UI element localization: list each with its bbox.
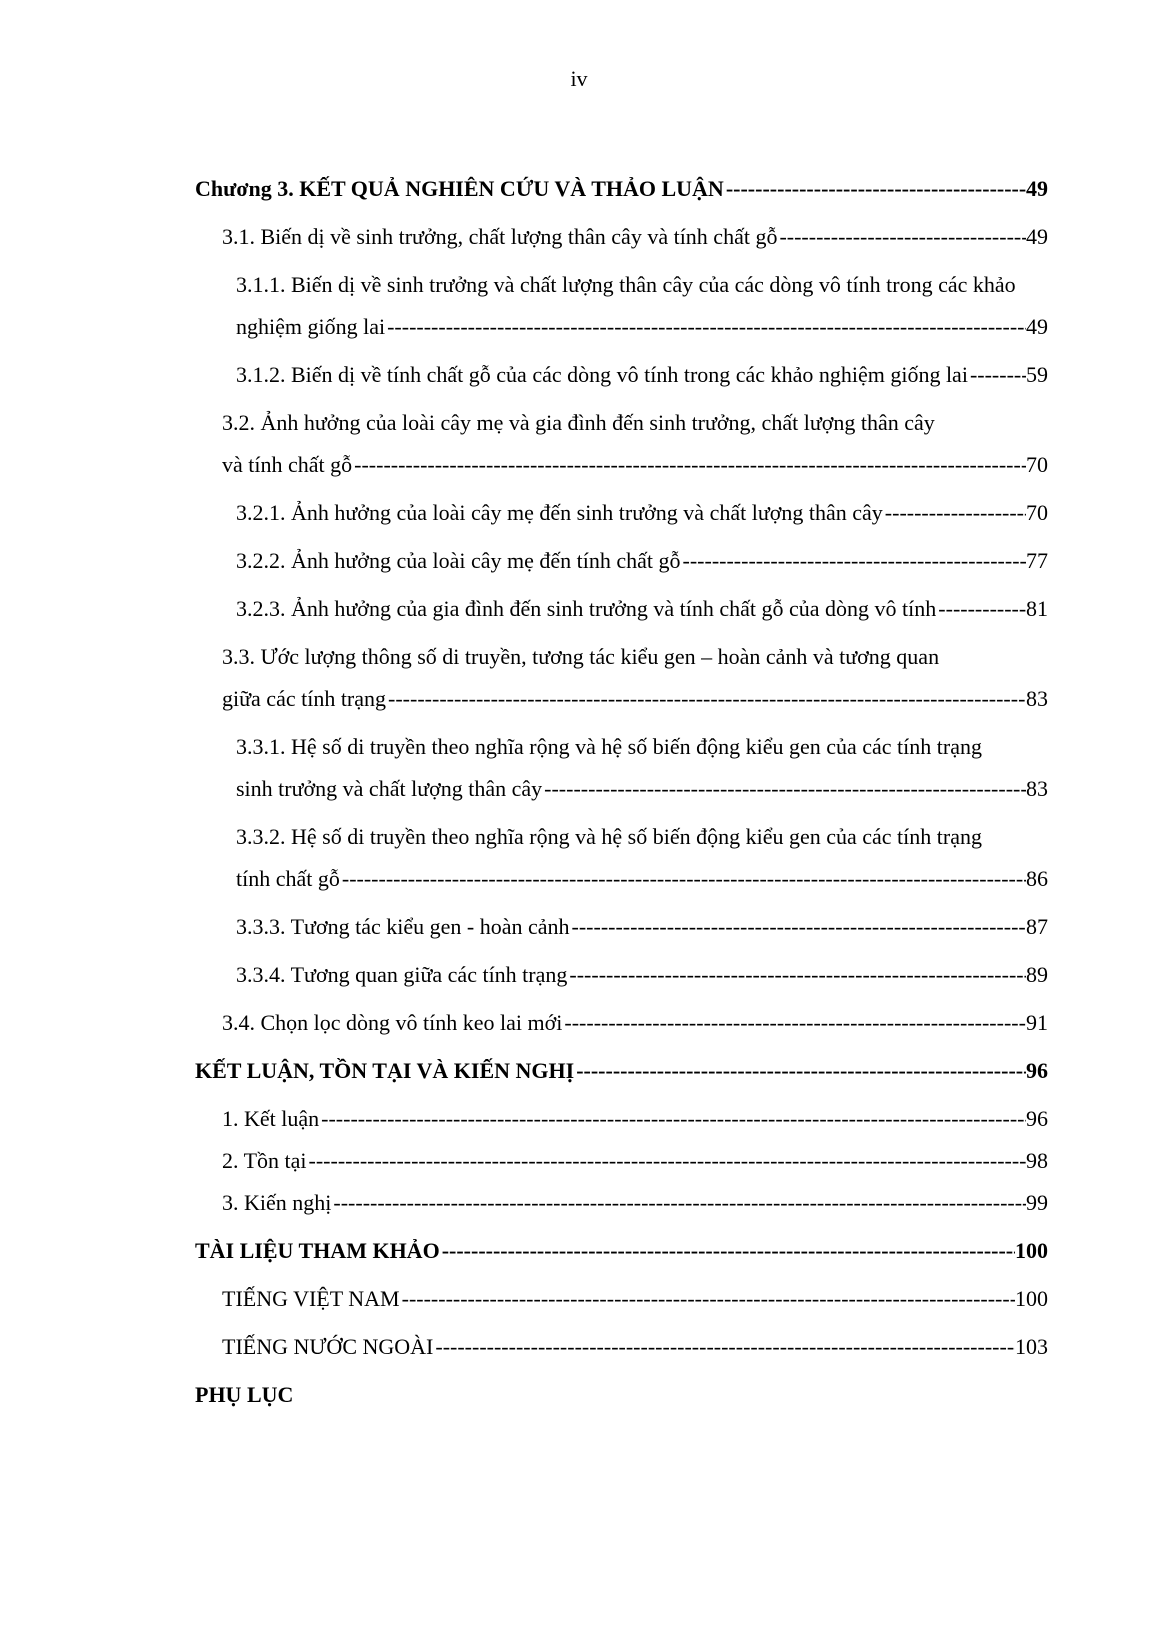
- appendix-heading[interactable]: PHỤ LỤC: [195, 1382, 294, 1407]
- toc-entry-title: 3.2.1. Ảnh hưởng của loài cây mẹ đến sinh trưởng và chất lượng thân cây: [236, 500, 883, 525]
- toc-entry-page: 86: [1026, 866, 1048, 891]
- toc-entry[interactable]: [195, 168, 1048, 210]
- dot-leader: [724, 168, 1026, 210]
- toc-entry-title-line-1: 3.2. Ảnh hưởng của loài cây mẹ và gia đình đến sinh trưởng, chất lượng thân cây: [222, 410, 935, 435]
- dot-leader: [570, 906, 1026, 948]
- toc-entry-page: 89: [1026, 962, 1048, 987]
- dot-leader: [352, 444, 1026, 486]
- toc-entry-title: 2. Tồn tại: [222, 1148, 307, 1173]
- dot-leader: [400, 1278, 1015, 1320]
- dot-leader: [542, 768, 1026, 810]
- dot-leader: [567, 954, 1026, 996]
- toc-entry-title: 3.3.4. Tương quan giữa các tính trạng: [236, 962, 568, 987]
- toc-entry-title: 3.2.2. Ảnh hưởng của loài cây mẹ đến tính chất gỗ: [236, 548, 681, 573]
- page-number: iv: [570, 66, 588, 91]
- toc-entry-title-line-1: 3.3.2. Hệ số di truyền theo nghĩa rộng và hệ số biến động kiểu gen của các tính trạng: [236, 824, 982, 849]
- toc-entry[interactable]: [222, 402, 1048, 486]
- toc-entry-page: 81: [1026, 596, 1048, 621]
- dot-leader: [340, 858, 1026, 900]
- toc-entry[interactable]: [195, 1050, 1048, 1092]
- toc-entry[interactable]: [222, 1278, 1048, 1320]
- toc-entry-title: 3.4. Chọn lọc dòng vô tính keo lai mới: [222, 1010, 563, 1035]
- dot-leader: [319, 1098, 1026, 1140]
- dot-leader: [574, 1050, 1026, 1092]
- toc-entry[interactable]: [236, 726, 1048, 810]
- dot-leader: [331, 1182, 1026, 1224]
- table-of-contents: [0, 168, 1158, 1416]
- toc-entry-page: 49: [1026, 176, 1048, 201]
- dot-leader: [433, 1326, 1015, 1368]
- toc-entry[interactable]: [236, 816, 1048, 900]
- toc-entry-page: 87: [1026, 914, 1048, 939]
- toc-entry-title: 3.1. Biến dị về sinh trưởng, chất lượng thân cây và tính chất gỗ: [222, 224, 778, 249]
- toc-entry-title-line-1: 3.1.1. Biến dị về sinh trưởng và chất lượng thân cây của các dòng vô tính trong các khảo: [236, 272, 1016, 297]
- toc-entry-page: 100: [1015, 1286, 1048, 1311]
- toc-entry[interactable]: [195, 1230, 1048, 1272]
- toc-entry-title: 3.2.3. Ảnh hưởng của gia đình đến sinh trưởng và tính chất gỗ của dòng vô tính: [236, 596, 937, 621]
- toc-entry[interactable]: [236, 492, 1048, 534]
- toc-entry-title: 3.3.3. Tương tác kiểu gen - hoàn cảnh: [236, 914, 570, 939]
- toc-entry[interactable]: [236, 264, 1048, 348]
- toc-entry-title: TÀI LIỆU THAM KHẢO: [195, 1238, 440, 1263]
- toc-entry-page: 99: [1026, 1190, 1048, 1215]
- toc-entry-title: TIẾNG VIỆT NAM: [222, 1286, 400, 1311]
- dot-leader: [681, 540, 1026, 582]
- dot-leader: [386, 678, 1026, 720]
- toc-entry[interactable]: [236, 954, 1048, 996]
- toc-entry[interactable]: [222, 1326, 1048, 1368]
- toc-entry[interactable]: [222, 1140, 1048, 1182]
- toc-entry-page: 70: [1026, 452, 1048, 477]
- dot-leader: [777, 216, 1026, 258]
- dot-leader: [440, 1230, 1015, 1272]
- toc-entry-title-line-1: 3.3. Ước lượng thông số di truyền, tương tác kiểu gen – hoàn cảnh và tương quan: [222, 644, 940, 669]
- dot-leader: [562, 1002, 1026, 1044]
- toc-entry-title: 1. Kết luận: [222, 1106, 320, 1131]
- toc-entry[interactable]: [236, 540, 1048, 582]
- toc-entry-title: 3.1.2. Biến dị về tính chất gỗ của các dòng vô tính trong các khảo nghiệm giống lai: [236, 362, 968, 387]
- toc-entry-page: 49: [1026, 314, 1048, 339]
- toc-entry[interactable]: [236, 588, 1048, 630]
- toc-entry-page: 49: [1026, 224, 1048, 249]
- toc-entry-page: 77: [1026, 548, 1048, 573]
- toc-entry-title: nghiệm giống lai: [236, 314, 386, 339]
- toc-entry[interactable]: [222, 216, 1048, 258]
- toc-entry-page: 83: [1026, 686, 1048, 711]
- toc-entry-page: 98: [1026, 1148, 1048, 1173]
- toc-entry-title: tính chất gỗ: [236, 866, 340, 891]
- toc-entry-title: và tính chất gỗ: [222, 452, 353, 477]
- toc-entry[interactable]: [222, 1182, 1048, 1224]
- toc-entry-title-line-1: 3.3.1. Hệ số di truyền theo nghĩa rộng và hệ số biến động kiểu gen của các tính trạng: [236, 734, 982, 759]
- dot-leader: [307, 1140, 1026, 1182]
- toc-entry-title: 3. Kiến nghị: [222, 1190, 332, 1215]
- toc-entry-page: 70: [1026, 500, 1048, 525]
- toc-entry-page: 96: [1026, 1058, 1048, 1083]
- dot-leader: [936, 588, 1026, 630]
- toc-entry[interactable]: [236, 354, 1048, 396]
- toc-entry-page: 96: [1026, 1106, 1048, 1131]
- toc-entry[interactable]: [222, 1002, 1048, 1044]
- toc-entry-page: 59: [1026, 362, 1048, 387]
- toc-entry-title: sinh trưởng và chất lượng thân cây: [236, 776, 543, 801]
- toc-entry[interactable]: [222, 636, 1048, 720]
- toc-entry[interactable]: [236, 906, 1048, 948]
- toc-entry-title: KẾT LUẬN, TỒN TẠI VÀ KIẾN NGHỊ: [195, 1058, 575, 1083]
- toc-entry[interactable]: [222, 1098, 1048, 1140]
- dot-leader: [968, 354, 1026, 396]
- toc-entry-page: 91: [1026, 1010, 1048, 1035]
- toc-entry-title: giữa các tính trạng: [222, 686, 387, 711]
- dot-leader: [883, 492, 1026, 534]
- toc-entry-title: TIẾNG NƯỚC NGOÀI: [222, 1334, 434, 1359]
- dot-leader: [385, 306, 1026, 348]
- toc-entry-page: 83: [1026, 776, 1048, 801]
- toc-entry-title: Chương 3. KẾT QUẢ NGHIÊN CỨU VÀ THẢO LUẬN: [195, 176, 724, 201]
- toc-entry-page: 100: [1015, 1238, 1048, 1263]
- toc-entry-page: 103: [1015, 1334, 1048, 1359]
